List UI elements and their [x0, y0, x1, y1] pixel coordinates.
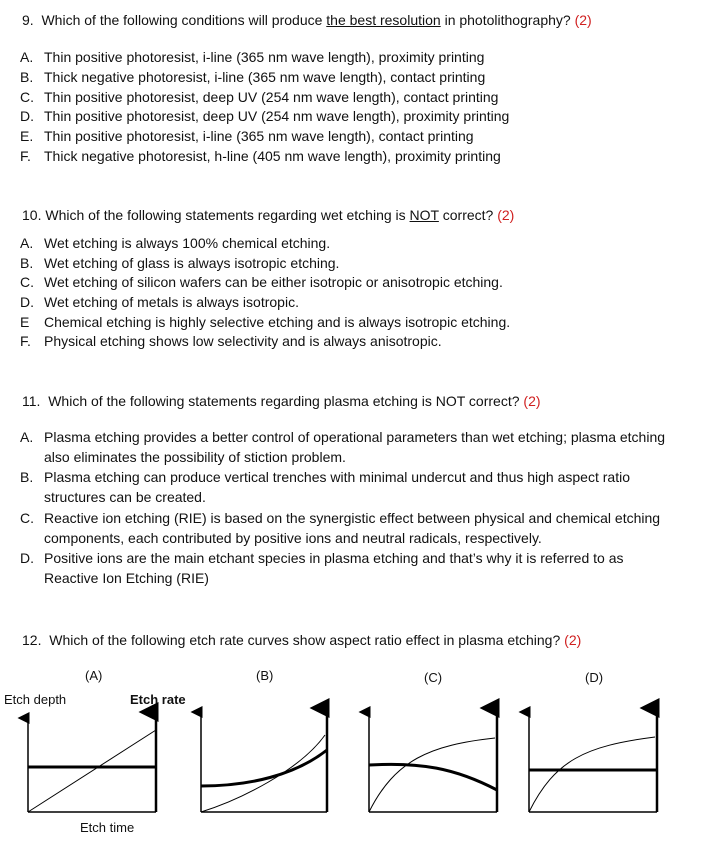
- panel-label-b: (B): [256, 668, 274, 683]
- panel-a: [28, 712, 156, 812]
- q9-option-e[interactable]: E. Thin positive photoresist, i-line (365 nm wave length), contact printing: [20, 128, 474, 144]
- q10-option-c[interactable]: C. Wet etching of silicon wafers can be either isotropic or anisotropic etching.: [20, 274, 503, 290]
- points-label: (2): [574, 12, 592, 28]
- panel-b: [201, 708, 327, 812]
- panel-label-c: (C): [424, 670, 443, 685]
- q10-option-b[interactable]: B. Wet etching of glass is always isotropic etching.: [20, 255, 340, 271]
- panel-label-a: (A): [85, 668, 103, 683]
- q9-option-c[interactable]: C. Thin positive photoresist, deep UV (254 nm wave length), contact printing: [20, 89, 499, 105]
- q10-option-d[interactable]: D. Wet etching of metals is always isotropic.: [20, 294, 299, 310]
- panel-c: [369, 708, 497, 812]
- q9-option-a[interactable]: A. Thin positive photoresist, i-line (365 nm wave length), proximity printing: [20, 49, 485, 65]
- points-label: (2): [497, 207, 515, 223]
- question-9-title: 9. Which of the following conditions will produce the best resolution in photolithography? (2): [22, 12, 592, 28]
- panel-d: [529, 708, 657, 812]
- q9-option-f[interactable]: F. Thick negative photoresist, h-line (405 nm wave length), proximity printing: [20, 148, 501, 164]
- points-label: (2): [564, 632, 582, 648]
- axis-label-etch-depth: Etch depth: [4, 692, 67, 707]
- question-11-title: 11. Which of the following statements regarding plasma etching is NOT correct? (2): [22, 393, 541, 409]
- q10-option-f[interactable]: F. Physical etching shows low selectivity and is always anisotropic.: [20, 333, 442, 349]
- underlined-phrase: the best resolution: [326, 12, 441, 28]
- underlined-phrase: NOT: [409, 207, 439, 223]
- q9-option-d[interactable]: D. Thin positive photoresist, deep UV (254 nm wave length), proximity printing: [20, 108, 510, 124]
- axis-label-etch-rate: Etch rate: [130, 692, 186, 707]
- question-12-title: 12. Which of the following etch rate curves show aspect ratio effect in plasma etching? (2): [22, 632, 582, 648]
- q10-option-e[interactable]: E Chemical etching is highly selective etching and is always isotropic etching.: [20, 314, 511, 330]
- question-10-title: 10. Which of the following statements regarding wet etching is NOT correct? (2): [22, 207, 515, 223]
- q9-option-b[interactable]: B. Thick negative photoresist, i-line (365 nm wave length), contact printing: [20, 69, 486, 85]
- q11-option-c[interactable]: C. Reactive ion etching (RIE) is based on the synergistic effect between physical and chemical etching components, each contributed by positive ions and neutral radicals, respectively.: [20, 510, 661, 546]
- q11-option-a[interactable]: A. Plasma etching provides a better control of operational parameters than wet etching; plasma etching also eliminates the possibility of stiction problem.: [20, 429, 666, 465]
- panel-label-d: (D): [585, 670, 604, 685]
- q10-option-a[interactable]: A. Wet etching is always 100% chemical etching.: [20, 235, 331, 251]
- q11-option-d[interactable]: D. Positive ions are the main etchant species in plasma etching and that’s why it is referred to as Reactive Ion Etching (RIE): [20, 550, 624, 586]
- axis-label-etch-time: Etch time: [80, 820, 135, 835]
- q11-option-b[interactable]: B. Plasma etching can produce vertical trenches with minimal undercut and thus high aspect ratio structures can be created.: [20, 469, 630, 505]
- points-label: (2): [523, 393, 541, 409]
